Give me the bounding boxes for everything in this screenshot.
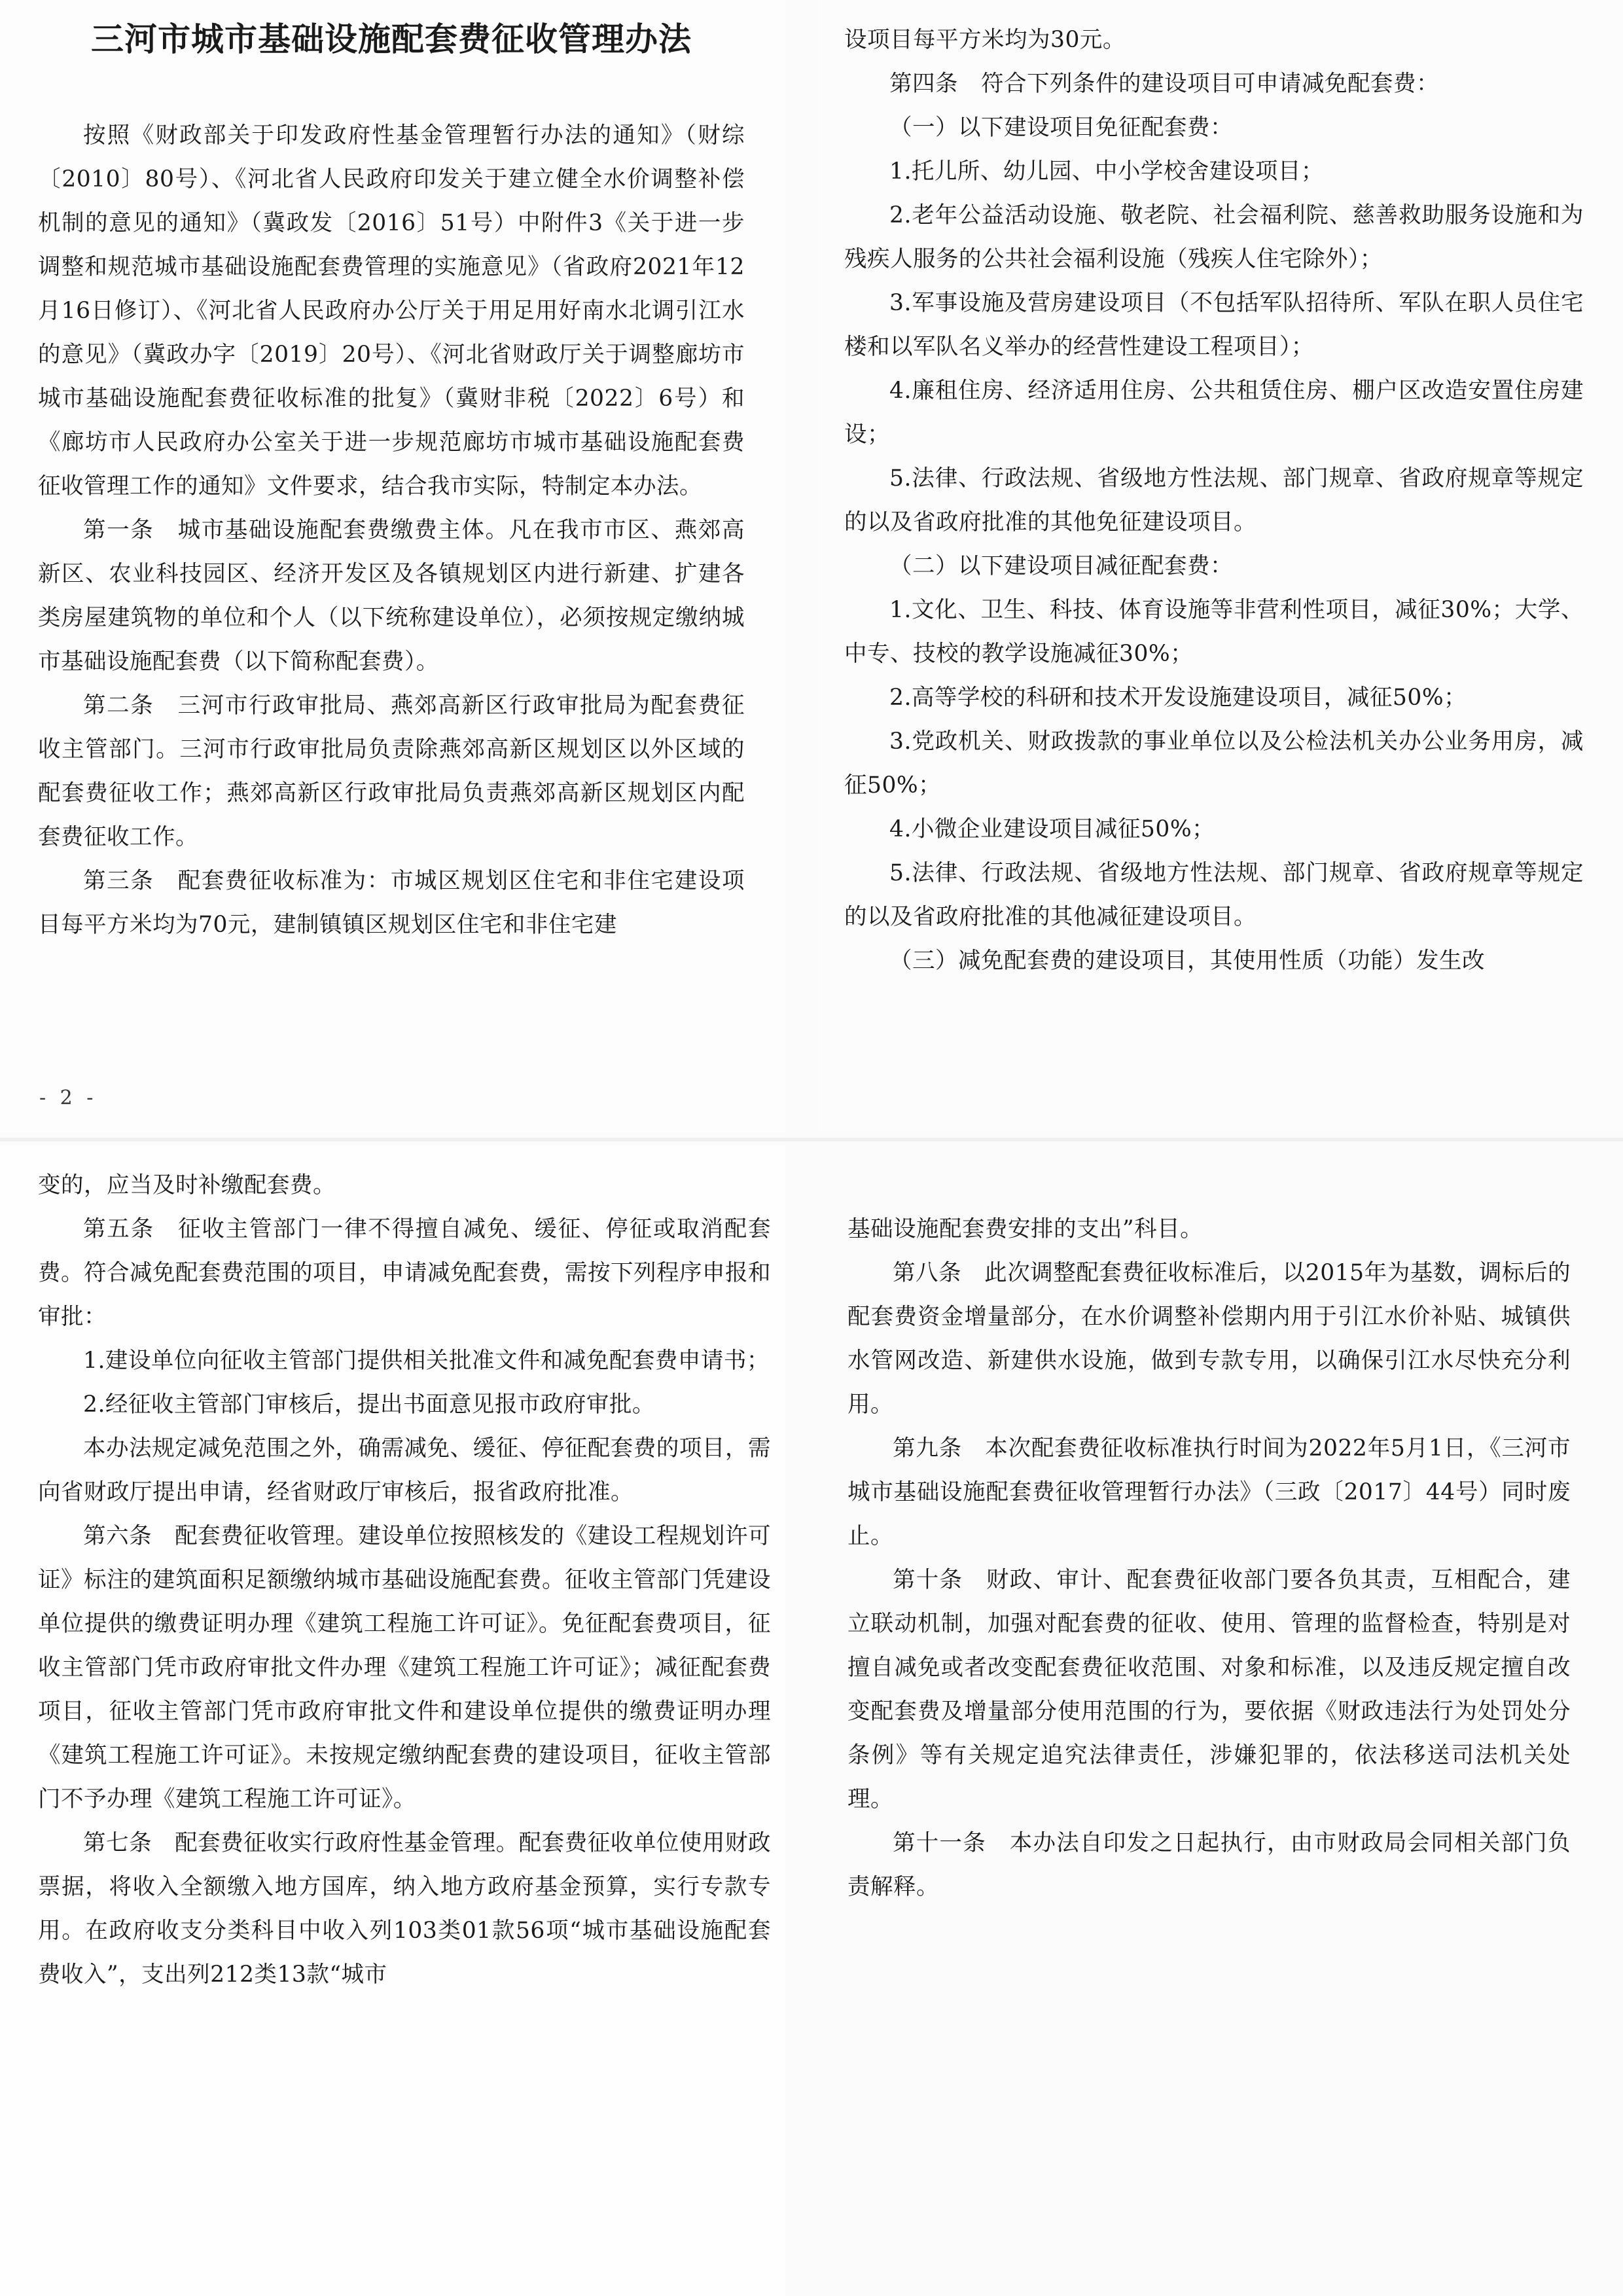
paragraph: 变的，应当及时补缴配套费。 [38, 1172, 336, 1198]
paragraph: 5.法律、行政法规、省级地方性法规、部门规章、省政府规章等规定的以及省政府批准的其他免征建设项目。 [844, 465, 1584, 535]
page-top-right [818, 0, 1623, 1132]
column-bottom-left [38, 1164, 771, 1997]
paragraph-article-1: 第一条 城市基础设施配套费缴费主体。凡在我市市区、燕郊高新区、农业科技园区、经济开发区及各镇规划区内进行新建、扩建各类房屋建筑物的单位和个人（以下统称建设单位），必须按规定缴纳城市基础设施配套费（以下简称配套费）。 [38, 517, 745, 675]
paragraph-article-2: 第二条 三河市行政审批局、燕郊高新区行政审批局为配套费征收主管部门。三河市行政审批局负责除燕郊高新区规划区以外区域的配套费征收工作；燕郊高新区行政审批局负责燕郊高新区规划区内配套费征收工作。 [38, 692, 745, 850]
paragraph: 第八条 此次调整配套费征收标准后，以2015年为基数，调标后的配套费资金增量部分，在水价调整补偿期内用于引江水价补贴、城镇供水管网改造、新建供水设施，做到专款专用，以确保引江水尽快充分利用。 [847, 1260, 1571, 1418]
paragraph: 本办法规定减免范围之外，确需减免、缓征、停征配套费的项目，需向省财政厅提出申请，经省财政厅审核后，报省政府批准。 [38, 1435, 771, 1505]
paragraph: 1.文化、卫生、科技、体育设施等非营利性项目，减征30%；大学、中专、技校的教学设施减征30%； [844, 597, 1584, 667]
paragraph: 第七条 配套费征收实行政府性基金管理。配套费征收单位使用财政票据，将收入全额缴入地方国库，纳入地方政府基金预算，实行专款专用。在政府收支分类科目中收入列103类01款56项“城市基础设施配套费收入”，支出列212类13款“城市 [38, 1830, 771, 1988]
paragraph: 2.经征收主管部门审核后，提出书面意见报市政府审批。 [83, 1391, 655, 1418]
paragraph: 2.高等学校的科研和技术开发设施建设项目，减征50%； [889, 685, 1467, 711]
paragraph: 3.党政机关、财政拨款的事业单位以及公检法机关办公业务用房，减征50%； [844, 728, 1584, 798]
column-top-left [38, 13, 745, 947]
paragraph: 第九条 本次配套费征收标准执行时间为2022年5月1日，《三河市城市基础设施配套费征收管理暂行办法》（三政〔2017〕44号）同时废止。 [847, 1435, 1571, 1549]
column-bottom-right [847, 1208, 1571, 1909]
paragraph: 第四条 符合下列条件的建设项目可申请减免配套费： [889, 71, 1439, 97]
column-top-right [844, 18, 1584, 983]
paragraph: 4.小微企业建设项目减征50%； [889, 816, 1215, 842]
paragraph: 第十一条 本办法自印发之日起执行，由市财政局会同相关部门负责解释。 [847, 1830, 1571, 1900]
paragraph: 第六条 配套费征收管理。建设单位按照核发的《建设工程规划许可证》标注的建筑面积足额缴纳城市基础设施配套费。征收主管部门凭建设单位提供的缴费证明办理《建筑工程施工许可证》。免征配套费项目，征收主管部门凭市政府审批文件办理《建筑工程施工许可证》；减征配套费项目，征收主管部门凭市政府审批文件和建设单位提供的缴费证明办理《建筑工程施工许可证》。未按规定缴纳配套费的建设项目，征收主管部门不予办理《建筑工程施工许可证》。 [38, 1523, 771, 1812]
paragraph-article-3: 第三条 配套费征收标准为：市城区规划区住宅和非住宅建设项目每平方米均为70元，建制镇镇区规划区住宅和非住宅建 [38, 868, 745, 938]
paragraph: 设项目每平方米均为30元。 [844, 27, 1126, 53]
paragraph: （二）以下建设项目减征配套费： [889, 553, 1233, 579]
document-title: 三河市城市基础设施配套费征收管理办法 [91, 20, 692, 58]
paragraph-preamble: 按照《财政部关于印发政府性基金管理暂行办法的通知》（财综〔2010〕80号）、《河北省人民政府印发关于建立健全水价调整补偿机制的意见的通知》（冀政发〔2016〕51号）中附件3《关于进一步调整和规范城市基础设施配套费管理的实施意见》（省政府2021年12月16日修订）、《河北省人民政府办公厅关于用足用好南水北调引江水的意见》（冀政办字〔2019〕20号）、《河北省财政厅关于调整廊坊市城市基础设施配套费征收标准的批复》（冀财非税〔2022〕6号）和《廊坊市人民政府办公室关于进一步规范廊坊市城市基础设施配套费征收管理工作的通知》文件要求，结合我市实际，特制定本办法。 [38, 122, 745, 499]
paragraph: 基础设施配套费安排的支出”科目。 [847, 1216, 1204, 1242]
paragraph: 4.廉租住房、经济适用住房、公共租赁住房、棚户区改造安置住房建设； [844, 378, 1584, 448]
paragraph: 1.建设单位向征收主管部门提供相关批准文件和减免配套费申请书； [83, 1348, 770, 1374]
paragraph: 5.法律、行政法规、省级地方性法规、部门规章、省政府规章等规定的以及省政府批准的其他减征建设项目。 [844, 860, 1584, 930]
paragraph: 3.军事设施及营房建设项目（不包括军队招待所、军队在职人员住宅楼和以军队名义举办的经营性建设工程项目）； [844, 290, 1584, 360]
paragraph: （三）减免配套费的建设项目，其使用性质（功能）发生改 [889, 948, 1485, 974]
paragraph: 第十条 财政、审计、配套费征收部门要各负其责，互相配合，建立联动机制，加强对配套费的征收、使用、管理的监督检查，特别是对擅自减免或者改变配套费征收范围、对象和标准，以及违反规定擅自改变配套费及增量部分使用范围的行为，要依据《财政违法行为处罚处分条例》等有关规定追究法律责任，涉嫌犯罪的，依法移送司法机关处理。 [847, 1567, 1571, 1812]
page-bottom-right [785, 1145, 1623, 2296]
paragraph: 2.老年公益活动设施、敬老院、社会福利院、慈善救助服务设施和为残疾人服务的公共社会福利设施（残疾人住宅除外）； [844, 202, 1584, 272]
page-number: - 2 - [39, 1086, 98, 1109]
paragraph: 第五条 征收主管部门一律不得擅自减免、缓征、停征或取消配套费。符合减免配套费范围的项目，申请减免配套费，需按下列程序申报和审批： [38, 1216, 771, 1330]
page-bottom-left [0, 1145, 792, 2296]
page-divider [0, 1138, 1623, 1141]
paragraph: （一）以下建设项目免征配套费： [889, 115, 1233, 141]
paragraph: 1.托儿所、幼儿园、中小学校舍建设项目； [889, 158, 1324, 185]
page-top-left [0, 0, 785, 1132]
